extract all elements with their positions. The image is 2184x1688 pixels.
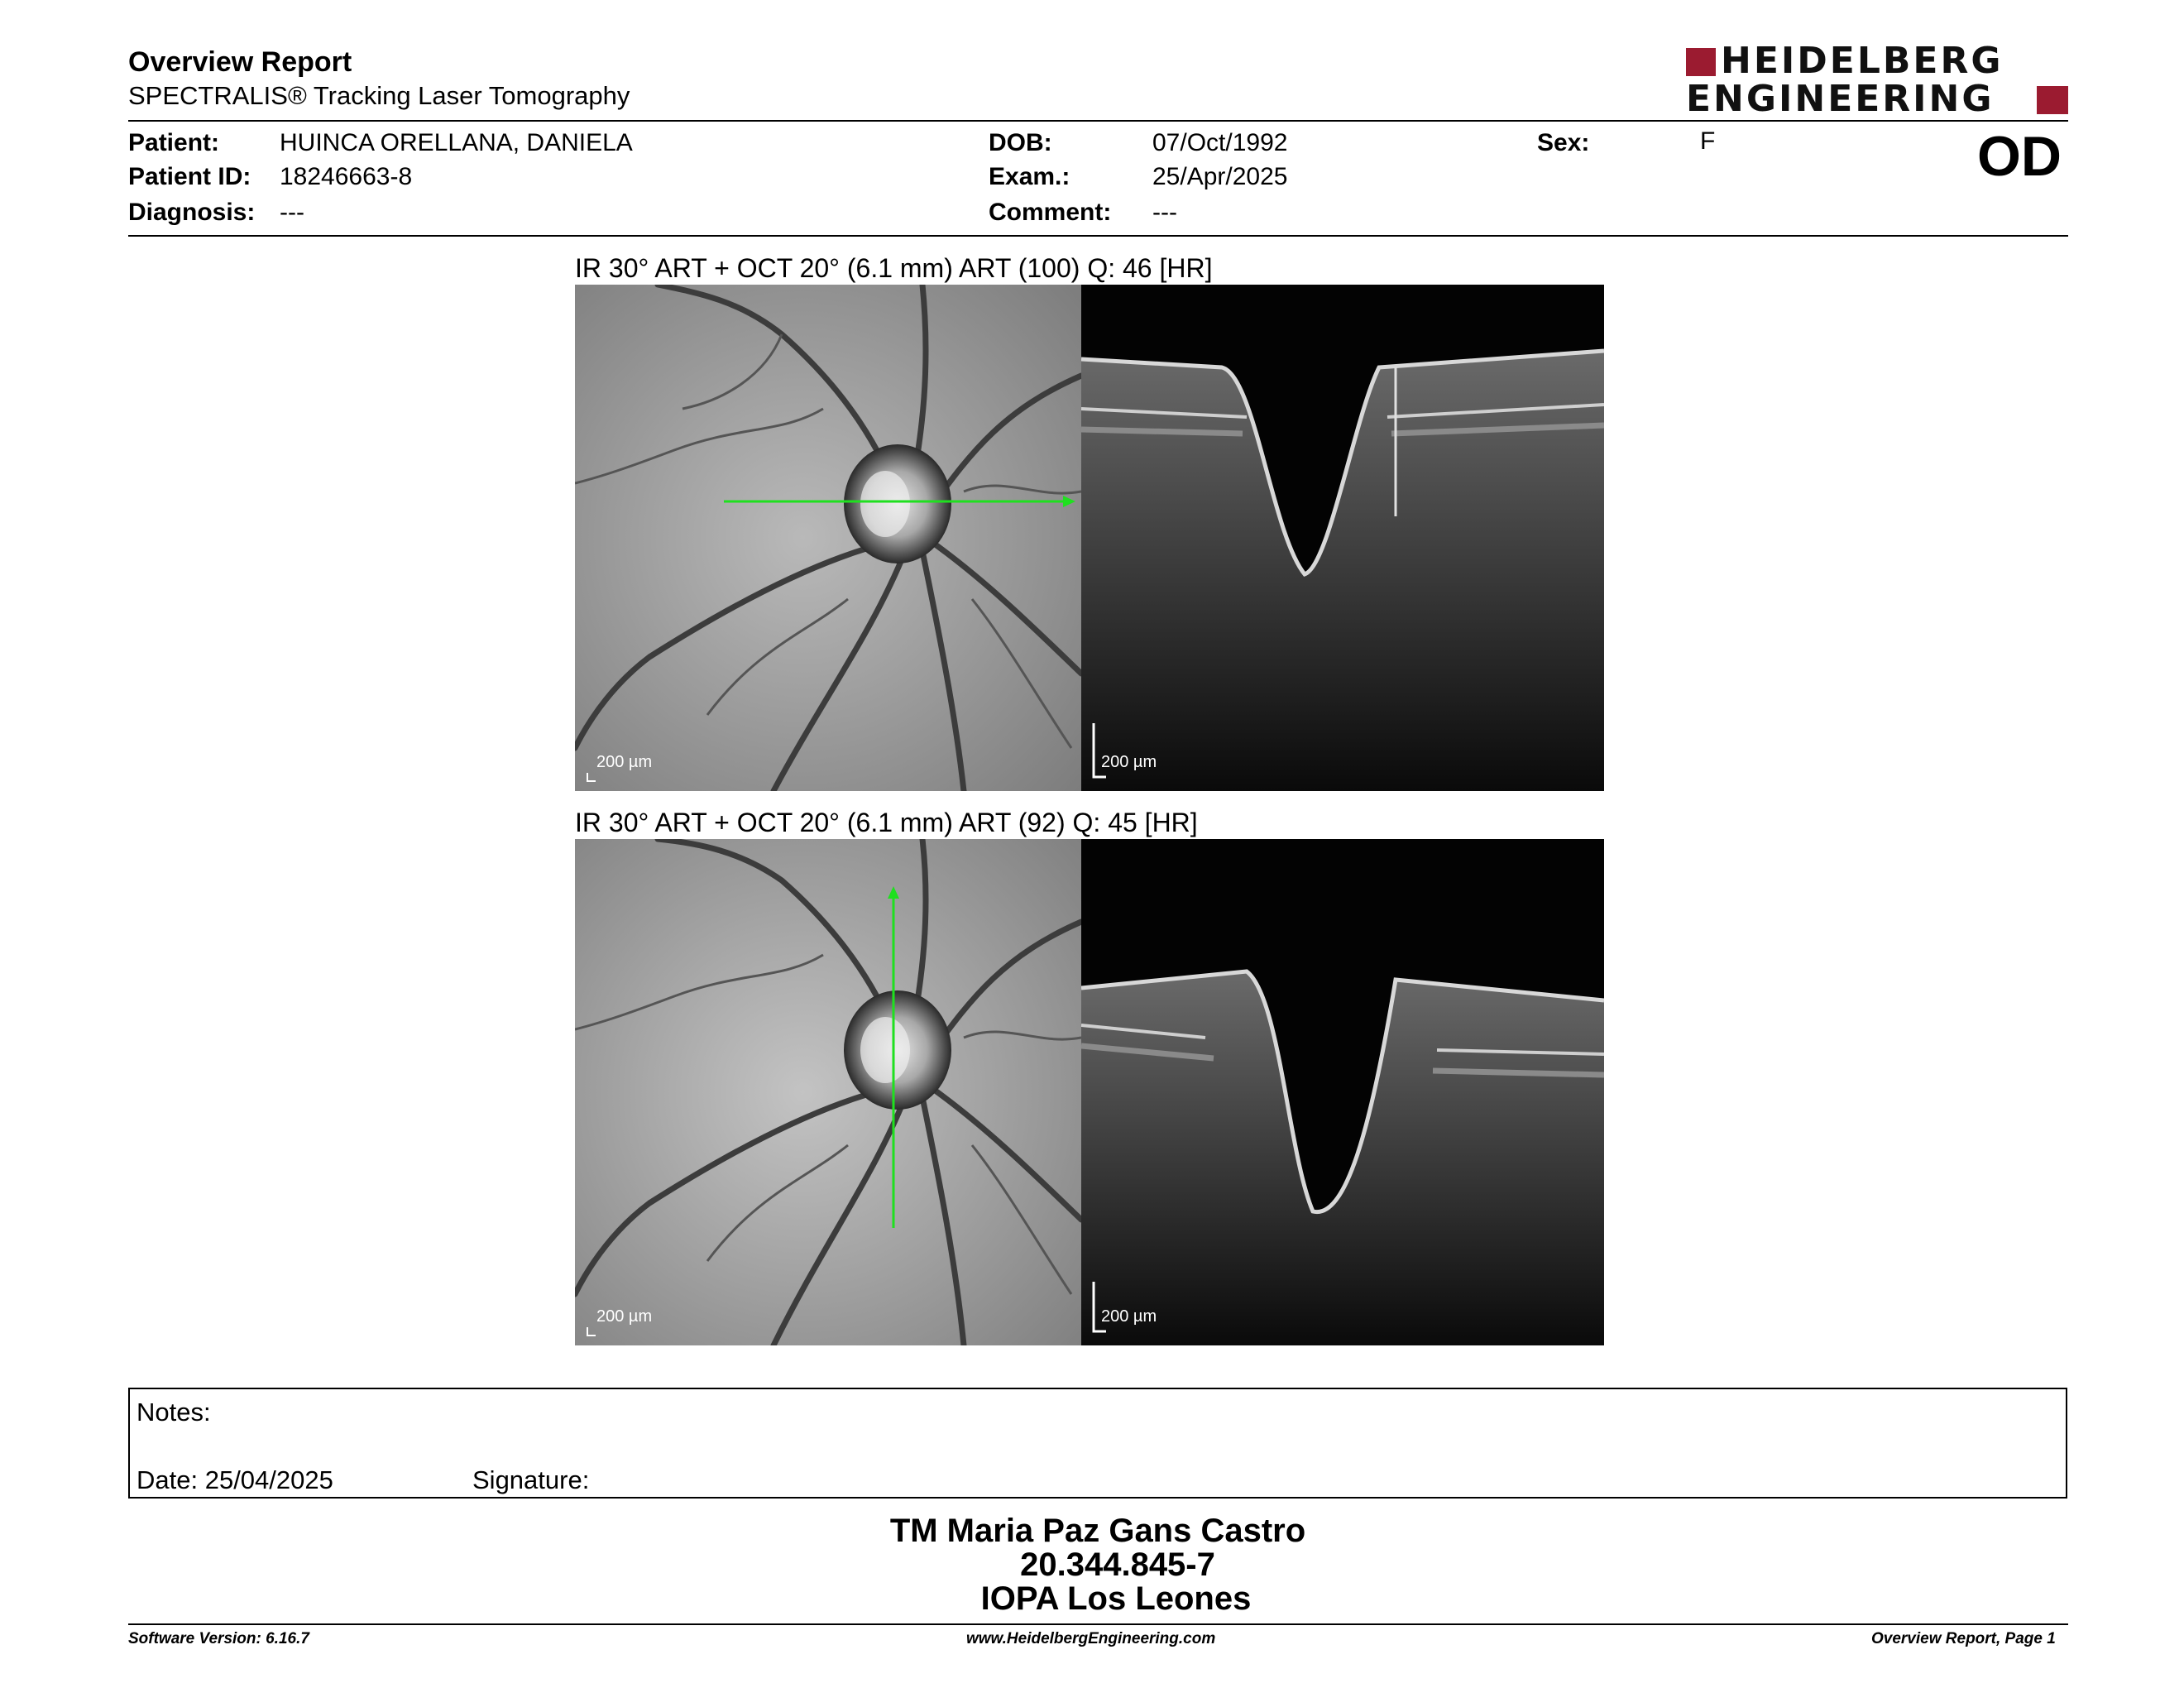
scan-2-fundus-scale: 200 µm	[596, 1307, 653, 1326]
signer-id: 20.344.845-7	[1020, 1547, 1215, 1583]
patient-label: Patient:	[128, 129, 220, 156]
eye-indicator: OD	[1977, 125, 2062, 188]
scan-1-title: IR 30° ART + OCT 20° (6.1 mm) ART (100) Q: 46 [HR]	[575, 253, 1213, 283]
date-label: Date: 25/04/2025	[136, 1465, 333, 1494]
report-title: Overview Report	[128, 46, 352, 78]
report-subtitle: SPECTRALIS® Tracking Laser Tomography	[128, 81, 630, 110]
dob-label: DOB:	[989, 129, 1052, 156]
patient-name: HUINCA ORELLANA, DANIELA	[280, 129, 633, 156]
patient-id-label: Patient ID:	[128, 163, 251, 190]
comment-label: Comment:	[989, 199, 1112, 226]
page-number: Overview Report, Page 1	[1871, 1630, 2056, 1647]
scan-1-oct-image	[1081, 285, 1604, 791]
scan-2-fundus-image	[575, 839, 1081, 1345]
exam-value: 25/Apr/2025	[1152, 163, 1288, 190]
website-link[interactable]: www.HeidelbergEngineering.com	[966, 1630, 1216, 1647]
sex-label: Sex:	[1537, 129, 1590, 156]
scan-2-title: IR 30° ART + OCT 20° (6.1 mm) ART (92) Q: 45 [HR]	[575, 808, 1198, 837]
diagnosis-label: Diagnosis:	[128, 199, 256, 226]
scan-2-oct-scale: 200 µm	[1101, 1307, 1157, 1326]
signature-label: Signature:	[472, 1465, 590, 1494]
heidelberg-logo: HEIDELBERG ENGINEERING	[1686, 45, 2068, 116]
signer-name: TM Maria Paz Gans Castro	[889, 1513, 1306, 1549]
notes-label: Notes:	[136, 1398, 211, 1427]
patient-id: 18246663-8	[280, 163, 413, 190]
dob-value: 07/Oct/1992	[1152, 129, 1288, 156]
scan-1-fundus-image	[575, 285, 1081, 791]
scan-1-fundus-scale: 200 µm	[596, 753, 653, 771]
notes-box[interactable]	[128, 1388, 2067, 1499]
exam-label: Exam.:	[989, 163, 1070, 190]
header-divider	[128, 120, 2068, 122]
scan-2-oct-image	[1081, 839, 1604, 1345]
software-version: Software Version: 6.16.7	[128, 1630, 309, 1647]
footer-divider	[128, 1623, 2068, 1625]
sex-value: F	[1700, 127, 1716, 155]
scan-1-oct-scale: 200 µm	[1101, 753, 1157, 771]
signer-institution: IOPA Los Leones	[980, 1580, 1252, 1617]
comment-value: ---	[1152, 199, 1177, 226]
diagnosis-value: ---	[280, 199, 304, 226]
patient-divider	[128, 235, 2068, 237]
